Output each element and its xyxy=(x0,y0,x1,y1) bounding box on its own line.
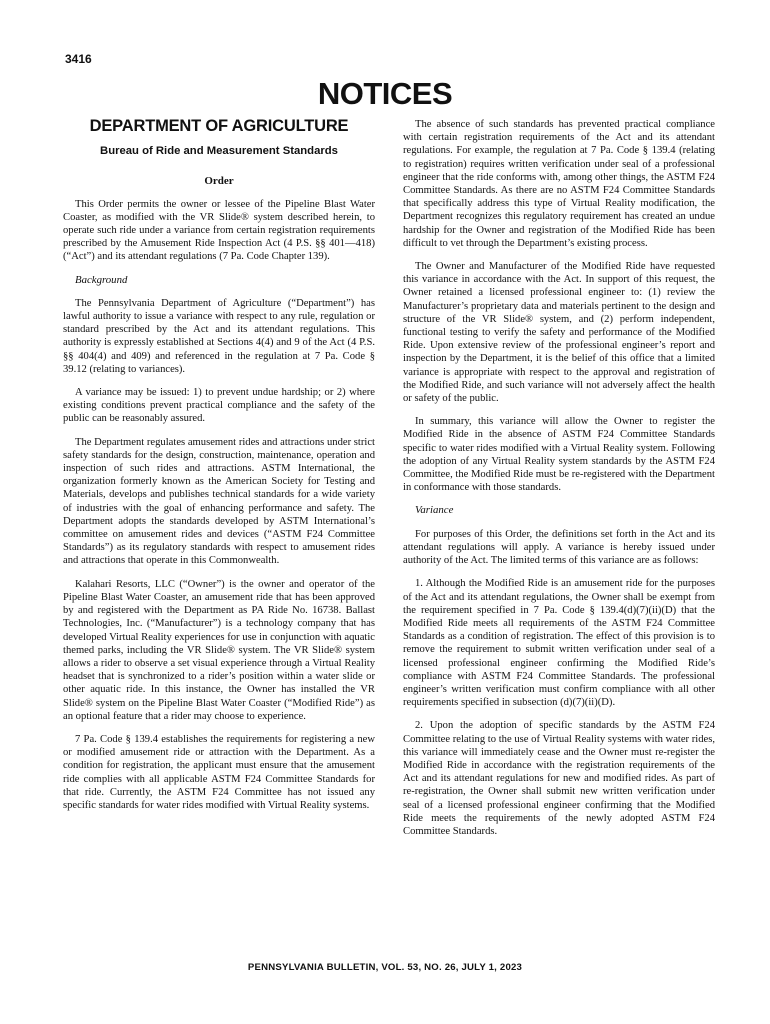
paragraph-background-5: 7 Pa. Code § 139.4 establishes the requirements for registering a new or modified amusement ride or attraction with the Department. As a condition for registration, the applicant must ensure that the amusement ride complies with all applicable ASTM F24 Committee Standards for that ride. Currently, the ASTM F24 Committee has not issued any specific standards for water rides modified with Virtual Reality systems. xyxy=(63,733,375,811)
paragraph-right-5: 1. Although the Modified Ride is an amusement ride for the purposes of the Act and its attendant regulations, the Owner shall be exempt from the requirement specified in 7 Pa. Code § 139.4(d)(7)(ii)(D) that the Modified Ride meets all requirements of the ASTM F24 Committee Standards as a condition of registration. The effect of this provision is to remove the requirement to submit written verification under seal of a licensed professional engineer confirming the Modified Ride’s compliance with ASTM F24 Committee Standards. The professional engineer’s written verification must confirm compliance with all other requirements specified in subsection (d)(7)(ii)(D). xyxy=(403,578,715,709)
paragraph-background-2: A variance may be issued: 1) to prevent undue hardship; or 2) where existing conditions prevent practical compliance and the safety of the public can be reasonably assured. xyxy=(63,387,375,425)
paragraph-right-6: 2. Upon the adoption of specific standards by the ASTM F24 Committee relating to the use of Virtual Reality systems with water rides, this variance will immediately cease and the Owner must re-register the Modified Ride in accordance with the registration requirements of the Act and its attendant regulations for new and modified rides. As part of re-registration, the Owner shall submit new written verification under seal of a licensed professional engineer confirming that the Modified Ride meets the requirements of the newly adopted ASTM F24 Committee Standards. xyxy=(403,720,715,837)
right-column xyxy=(403,118,715,848)
paragraph-background-4: Kalahari Resorts, LLC (“Owner”) is the owner and operator of the Pipeline Blast Water Coaster, an amusement ride that has been approved by and registered with the Department as PA Ride No. 16738. Ballast Technologies, Inc. (“Manufacturer”) is a technology company that has developed Virtual Reality experiences for use in conjunction with aquatic themed parks, including the VR Slide® system. The VR Slide® system allows a rider to observe a set visual experience through a Virtual Reality headset that is synchronized to a rider’s position within a water slide or other aquatic ride. In this instance, the Owner has installed the VR Slide® system on the Pipeline Blast Water Coaster (“Modified Ride”) as an optional feature that a rider may choose to experience. xyxy=(63,578,375,722)
paragraph-background-3: The Department regulates amusement rides and attractions under strict safety standards for the design, construction, maintenance, operation and inspection of such rides and attractions. ASTM International, the organization formerly known as the American Society for Testing and Materials, develops and publishes technical standards for a wide variety of industries with the goal of enhancing performance and safety. The Department adopts the standards developed by ASTM International’s committee on amusement rides and devices (“ASTM F24 Committee Standards”) as its regulatory standards with respect to amusement rides and attractions that operate in this Commonwealth. xyxy=(63,436,375,567)
department-title: DEPARTMENT OF AGRICULTURE xyxy=(89,117,349,135)
bureau-title: Bureau of Ride and Measurement Standards xyxy=(100,145,338,158)
background-heading: Background xyxy=(75,273,128,286)
variance-heading: Variance xyxy=(415,504,454,517)
page-footer: PENNSYLVANIA BULLETIN, VOL. 53, NO. 26, JULY 1, 2023 xyxy=(247,962,523,973)
paragraph-background-1: The Pennsylvania Department of Agriculture (“Department”) has lawful authority to issue a variance with respect to any rule, regulation or standard prescribed by the Act and its attendant regulations. This authority is expressly established at Sections 4(4) and 9 of the Act (4 P.S. §§ 404(4) and 409) and referenced in the regulation at 7 Pa. Code § 39.12 (relating to variances). xyxy=(63,297,375,375)
paragraph-right-1: The absence of such standards has prevented practical compliance with certain registration requirements of the Act and its attendant regulations. For example, the regulation at 7 Pa. Code § 139.4 (relating to registration) requires written verification under seal of a professional engineer that the ride conforms with, among other things, the ASTM F24 Committee Standards. As there are no ASTM F24 Committee Standards that specifically address this type of Virtual Reality modification, the Department recognizes this regulatory requirement has created an undue hardship for the Owner and registration of the Modified Ride has been difficult to vet through the Department’s existing process. xyxy=(403,119,715,249)
paragraph-intro: This Order permits the owner or lessee of the Pipeline Blast Water Coaster, as modified with the VR Slide® system described herein, to operate such ride under a variance from certain registration requirements prescribed by the Amusement Ride Inspection Act (4 P.S. §§ 401—418) (“Act”) and its attendant regulations (7 Pa. Code Chapter 139). xyxy=(63,198,375,263)
order-heading: Order xyxy=(204,175,234,188)
page-number: 3416 xyxy=(65,52,92,66)
left-column xyxy=(63,118,375,822)
paragraph-right-2: The Owner and Manufacturer of the Modified Ride have requested this variance in accordance with the Act. In support of this request, the Owner retained a licensed professional engineer to: (1) review the Manufacturer’s proprietary data and materials pertinent to the design and structure of the VR Slide® system, and (2) perform independent, functional testing to verify the safety and performance of the Modified Ride. Upon extensive review of the professional engineer’s report and inspection by the Department, it is the belief of this office that a limited variance is appropriate with respect to the approval and registration of the Modified Ride, and such variance will not adversely affect the health or safety of the public. xyxy=(403,261,715,405)
section-title: NOTICES xyxy=(317,76,453,111)
paragraph-right-4: For purposes of this Order, the definitions set forth in the Act and its attendant regulations will apply. A variance is hereby issued under authority of the Act. The limited terms of this variance are as follows: xyxy=(403,528,715,567)
paragraph-right-3: In summary, this variance will allow the Owner to register the Modified Ride in the absence of ASTM F24 Committee Standards specific to water rides modified with a Virtual Reality system. Following the adoption of any Virtual Reality system standards by the ASTM F24 Committee, the Modified Ride must be re-registered with the Department in conformance with those standards. xyxy=(403,416,715,494)
